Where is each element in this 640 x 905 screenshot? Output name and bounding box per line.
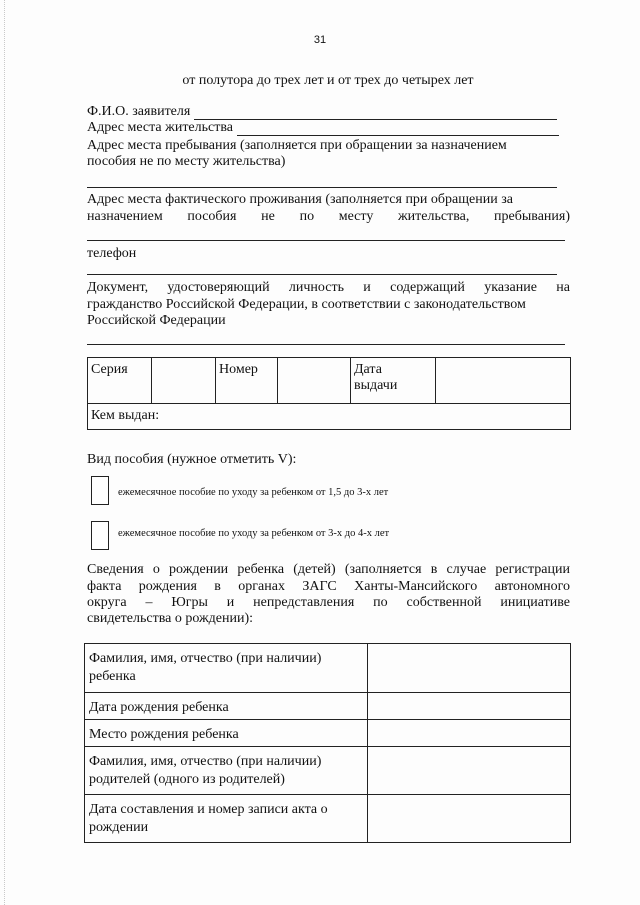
birth-record-label [85, 795, 368, 843]
id-doc-line1: Документ, удостоверяющий личность и содержащий указание на [87, 280, 570, 295]
residence-field[interactable] [237, 122, 559, 136]
id-doc-field[interactable] [87, 344, 565, 345]
scan-edge [4, 0, 5, 905]
issue-date-label-line1: Дата [354, 362, 382, 377]
residence-label: Адрес места жительства [87, 120, 233, 135]
table-row [85, 693, 571, 720]
applicant-name-field[interactable] [194, 106, 557, 120]
birth-info-line3: округа – Югры и непредставления по собственной инициативе [87, 595, 570, 610]
birth-info-line1: Сведения о рождении ребенка (детей) (заполняется в случае регистрации [87, 562, 570, 577]
row-label-line2: родителей (одного из родителей) [89, 772, 285, 787]
issue-date-label-line2: выдачи [354, 378, 398, 393]
actual-label-line2: назначением пособия не по месту жительства, пребывания) [87, 209, 570, 224]
form-subtitle: от полутора до трех лет и от трех до четырех лет [182, 73, 474, 88]
child-name-label [85, 644, 368, 693]
birth-place-label [85, 720, 368, 747]
row-label-line1: Фамилия, имя, отчество (при наличии) [89, 754, 322, 769]
child-name-cell[interactable] [368, 644, 571, 693]
parents-name-cell[interactable] [368, 747, 571, 795]
phone-label: телефон [87, 246, 137, 261]
phone-field[interactable] [87, 274, 557, 275]
id-document-table [87, 357, 571, 430]
stay-label-line2: пособия не по месту жительства) [87, 154, 286, 169]
benefit-heading: Вид пособия (нужное отметить V): [87, 452, 297, 467]
row-label-line1: Место рождения ребенка [89, 727, 239, 742]
benefit-option-1-checkbox[interactable] [91, 476, 109, 505]
actual-address-field[interactable] [87, 240, 565, 241]
issued-by-cell[interactable]: Кем выдан: [88, 404, 571, 430]
birth-record-cell[interactable] [368, 795, 571, 843]
series-cell[interactable] [152, 358, 216, 404]
issue-date-label [351, 358, 436, 404]
row-label-line2: ребенка [89, 669, 136, 684]
row-label-line1: Фамилия, имя, отчество (при наличии) [89, 651, 322, 666]
birth-place-cell[interactable] [368, 720, 571, 747]
birth-info-line4: свидетельства о рождении): [87, 611, 254, 626]
issue-date-cell[interactable] [436, 358, 571, 404]
birth-date-label [85, 693, 368, 720]
birth-date-cell[interactable] [368, 693, 571, 720]
actual-label-line1: Адрес места фактического проживания (заполняется при обращении за [87, 192, 513, 207]
benefit-option-2-label: ежемесячное пособие по уходу за ребенком от 3-х до 4-х лет [118, 528, 390, 539]
birth-info-line2: факта рождения в органах ЗАГС Ханты-Мансийского автономного [87, 579, 570, 594]
table-row [85, 747, 571, 795]
parents-name-label [85, 747, 368, 795]
number-label: Номер [216, 358, 278, 404]
benefit-option-1-label: ежемесячное пособие по уходу за ребенком от 1,5 до 3-х лет [118, 487, 389, 498]
id-doc-line2: гражданство Российской Федерации, в соответствии с законодательством [87, 297, 526, 312]
row-label-line1: Дата составления и номер записи акта о [89, 802, 328, 817]
page-number: 31 [313, 34, 327, 46]
id-doc-line3: Российской Федерации [87, 313, 226, 328]
series-label: Серия [88, 358, 152, 404]
applicant-name-row [87, 104, 557, 120]
row-label-line1: Дата рождения ребенка [89, 700, 229, 715]
table-row [85, 644, 571, 693]
applicant-name-label: Ф.И.О. заявителя [87, 104, 191, 119]
residence-row [87, 120, 559, 136]
stay-label-line1: Адрес места пребывания (заполняется при обращении за назначением [87, 138, 507, 153]
table-row [85, 795, 571, 843]
child-info-table [84, 643, 571, 843]
stay-address-field[interactable] [87, 187, 557, 188]
row-label-line2: рождении [89, 820, 149, 835]
benefit-option-2-checkbox[interactable] [91, 521, 109, 550]
number-cell[interactable] [278, 358, 351, 404]
table-row [85, 720, 571, 747]
